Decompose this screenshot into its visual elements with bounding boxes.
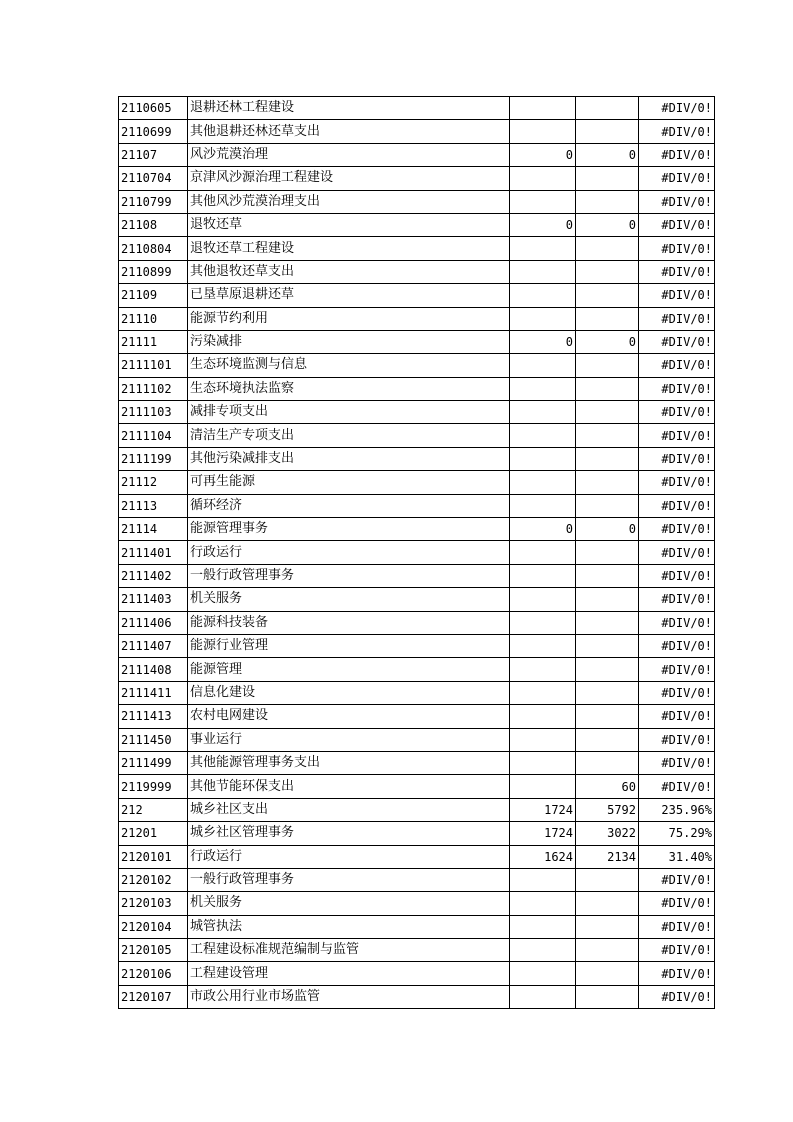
table-row (119, 845, 715, 868)
subject-name-cell: 退耕还林工程建设 (188, 97, 510, 120)
subject-code-cell: 2111104 (119, 424, 188, 447)
ratio-cell: #DIV/0! (639, 915, 715, 938)
subject-name-cell: 市政公用行业市场监管 (188, 985, 510, 1008)
ratio-cell: #DIV/0! (639, 167, 715, 190)
ratio-cell: #DIV/0! (639, 728, 715, 751)
subject-code-cell: 2111406 (119, 611, 188, 634)
subject-name-cell: 工程建设管理 (188, 962, 510, 985)
budget-value-cell (510, 354, 576, 377)
subject-name-cell: 行政运行 (188, 541, 510, 564)
table-row (119, 167, 715, 190)
subject-name-cell: 一般行政管理事务 (188, 868, 510, 891)
table-row (119, 284, 715, 307)
actual-value-cell (576, 658, 639, 681)
subject-code-cell: 2110804 (119, 237, 188, 260)
subject-code-cell: 21110 (119, 307, 188, 330)
table-row (119, 868, 715, 891)
subject-name-cell: 退牧还草工程建设 (188, 237, 510, 260)
subject-name-cell: 可再生能源 (188, 471, 510, 494)
subject-code-cell: 2111413 (119, 705, 188, 728)
actual-value-cell: 0 (576, 143, 639, 166)
budget-table (118, 96, 715, 1009)
ratio-cell: #DIV/0! (639, 939, 715, 962)
subject-code-cell: 2111499 (119, 751, 188, 774)
actual-value-cell (576, 354, 639, 377)
ratio-cell: 235.96% (639, 798, 715, 821)
budget-value-cell: 1724 (510, 822, 576, 845)
subject-code-cell: 2120104 (119, 915, 188, 938)
ratio-cell: #DIV/0! (639, 237, 715, 260)
ratio-cell: #DIV/0! (639, 564, 715, 587)
actual-value-cell: 5792 (576, 798, 639, 821)
actual-value-cell (576, 494, 639, 517)
subject-name-cell: 生态环境执法监察 (188, 377, 510, 400)
budget-value-cell (510, 939, 576, 962)
subject-name-cell: 城管执法 (188, 915, 510, 938)
subject-name-cell: 其他退牧还草支出 (188, 260, 510, 283)
subject-name-cell: 机关服务 (188, 892, 510, 915)
subject-code-cell: 2111450 (119, 728, 188, 751)
budget-value-cell (510, 611, 576, 634)
table-row (119, 588, 715, 611)
actual-value-cell: 0 (576, 330, 639, 353)
subject-code-cell: 21201 (119, 822, 188, 845)
subject-name-cell: 京津风沙源治理工程建设 (188, 167, 510, 190)
ratio-cell: #DIV/0! (639, 658, 715, 681)
subject-name-cell: 能源科技装备 (188, 611, 510, 634)
table-row (119, 798, 715, 821)
budget-value-cell: 0 (510, 213, 576, 236)
subject-code-cell: 21111 (119, 330, 188, 353)
table-row (119, 97, 715, 120)
ratio-cell: #DIV/0! (639, 471, 715, 494)
actual-value-cell (576, 401, 639, 424)
table-row (119, 213, 715, 236)
subject-code-cell: 2120106 (119, 962, 188, 985)
subject-code-cell: 2120105 (119, 939, 188, 962)
subject-code-cell: 21112 (119, 471, 188, 494)
table-row (119, 541, 715, 564)
table-row (119, 822, 715, 845)
ratio-cell: 31.40% (639, 845, 715, 868)
budget-value-cell (510, 751, 576, 774)
budget-value-cell (510, 120, 576, 143)
subject-name-cell: 其他风沙荒漠治理支出 (188, 190, 510, 213)
actual-value-cell (576, 564, 639, 587)
ratio-cell: #DIV/0! (639, 424, 715, 447)
subject-name-cell: 风沙荒漠治理 (188, 143, 510, 166)
budget-value-cell (510, 237, 576, 260)
subject-name-cell: 其他能源管理事务支出 (188, 751, 510, 774)
subject-code-cell: 2111411 (119, 681, 188, 704)
actual-value-cell (576, 190, 639, 213)
subject-name-cell: 其他节能环保支出 (188, 775, 510, 798)
ratio-cell: #DIV/0! (639, 892, 715, 915)
subject-code-cell: 21113 (119, 494, 188, 517)
budget-value-cell (510, 775, 576, 798)
table-row (119, 447, 715, 470)
actual-value-cell (576, 167, 639, 190)
actual-value-cell (576, 939, 639, 962)
table-row (119, 939, 715, 962)
budget-value-cell: 1624 (510, 845, 576, 868)
actual-value-cell (576, 284, 639, 307)
subject-name-cell: 生态环境监测与信息 (188, 354, 510, 377)
budget-value-cell (510, 658, 576, 681)
budget-value-cell (510, 728, 576, 751)
actual-value-cell: 0 (576, 518, 639, 541)
ratio-cell: #DIV/0! (639, 330, 715, 353)
table-row (119, 471, 715, 494)
subject-name-cell: 一般行政管理事务 (188, 564, 510, 587)
subject-name-cell: 污染减排 (188, 330, 510, 353)
subject-name-cell: 事业运行 (188, 728, 510, 751)
subject-code-cell: 2110704 (119, 167, 188, 190)
actual-value-cell (576, 307, 639, 330)
table-row (119, 985, 715, 1008)
budget-value-cell (510, 588, 576, 611)
ratio-cell: #DIV/0! (639, 705, 715, 728)
table-row (119, 658, 715, 681)
ratio-cell: #DIV/0! (639, 751, 715, 774)
actual-value-cell (576, 705, 639, 728)
budget-value-cell (510, 401, 576, 424)
budget-value-cell (510, 681, 576, 704)
actual-value-cell (576, 868, 639, 891)
budget-value-cell (510, 260, 576, 283)
budget-value-cell (510, 634, 576, 657)
table-row (119, 190, 715, 213)
table-row (119, 775, 715, 798)
ratio-cell: #DIV/0! (639, 588, 715, 611)
budget-value-cell: 1724 (510, 798, 576, 821)
table-row (119, 330, 715, 353)
budget-value-cell: 0 (510, 330, 576, 353)
subject-code-cell: 2111402 (119, 564, 188, 587)
ratio-cell: #DIV/0! (639, 213, 715, 236)
subject-name-cell: 城乡社区支出 (188, 798, 510, 821)
subject-name-cell: 城乡社区管理事务 (188, 822, 510, 845)
table-row (119, 143, 715, 166)
budget-value-cell (510, 97, 576, 120)
table-row (119, 120, 715, 143)
subject-code-cell: 2119999 (119, 775, 188, 798)
table-row (119, 424, 715, 447)
table-row (119, 494, 715, 517)
table-row (119, 751, 715, 774)
subject-code-cell: 2120103 (119, 892, 188, 915)
actual-value-cell (576, 120, 639, 143)
table-row (119, 307, 715, 330)
subject-code-cell: 2120102 (119, 868, 188, 891)
actual-value-cell: 60 (576, 775, 639, 798)
budget-value-cell (510, 892, 576, 915)
ratio-cell: #DIV/0! (639, 611, 715, 634)
table-row (119, 401, 715, 424)
table-row (119, 634, 715, 657)
subject-code-cell: 2111102 (119, 377, 188, 400)
actual-value-cell (576, 97, 639, 120)
actual-value-cell (576, 541, 639, 564)
budget-value-cell (510, 471, 576, 494)
table-row (119, 260, 715, 283)
ratio-cell: #DIV/0! (639, 775, 715, 798)
actual-value-cell (576, 447, 639, 470)
subject-code-cell: 2120101 (119, 845, 188, 868)
subject-name-cell: 退牧还草 (188, 213, 510, 236)
ratio-cell: #DIV/0! (639, 541, 715, 564)
ratio-cell: #DIV/0! (639, 494, 715, 517)
budget-value-cell (510, 985, 576, 1008)
budget-value-cell (510, 705, 576, 728)
budget-value-cell: 0 (510, 143, 576, 166)
actual-value-cell: 3022 (576, 822, 639, 845)
budget-value-cell (510, 494, 576, 517)
ratio-cell: #DIV/0! (639, 868, 715, 891)
actual-value-cell: 0 (576, 213, 639, 236)
ratio-cell: #DIV/0! (639, 681, 715, 704)
subject-name-cell: 循环经济 (188, 494, 510, 517)
table-row (119, 377, 715, 400)
table-row (119, 681, 715, 704)
budget-value-cell (510, 962, 576, 985)
actual-value-cell (576, 892, 639, 915)
subject-code-cell: 2110699 (119, 120, 188, 143)
actual-value-cell (576, 915, 639, 938)
actual-value-cell (576, 728, 639, 751)
subject-name-cell: 其他污染减排支出 (188, 447, 510, 470)
subject-code-cell: 2110799 (119, 190, 188, 213)
table-row (119, 564, 715, 587)
subject-code-cell: 2111101 (119, 354, 188, 377)
ratio-cell: #DIV/0! (639, 447, 715, 470)
ratio-cell: #DIV/0! (639, 401, 715, 424)
table-row (119, 962, 715, 985)
subject-name-cell: 农村电网建设 (188, 705, 510, 728)
actual-value-cell (576, 681, 639, 704)
subject-name-cell: 工程建设标准规范编制与监管 (188, 939, 510, 962)
subject-name-cell: 能源管理事务 (188, 518, 510, 541)
actual-value-cell (576, 377, 639, 400)
subject-code-cell: 21114 (119, 518, 188, 541)
ratio-cell: #DIV/0! (639, 518, 715, 541)
actual-value-cell (576, 424, 639, 447)
actual-value-cell: 2134 (576, 845, 639, 868)
budget-value-cell (510, 307, 576, 330)
actual-value-cell (576, 751, 639, 774)
subject-name-cell: 其他退耕还林还草支出 (188, 120, 510, 143)
ratio-cell: #DIV/0! (639, 307, 715, 330)
subject-code-cell: 21108 (119, 213, 188, 236)
subject-code-cell: 2111199 (119, 447, 188, 470)
subject-name-cell: 信息化建设 (188, 681, 510, 704)
budget-value-cell (510, 447, 576, 470)
subject-name-cell: 行政运行 (188, 845, 510, 868)
subject-name-cell: 已垦草原退耕还草 (188, 284, 510, 307)
table-row (119, 237, 715, 260)
budget-value-cell (510, 190, 576, 213)
budget-value-cell (510, 564, 576, 587)
ratio-cell: #DIV/0! (639, 97, 715, 120)
table-row (119, 728, 715, 751)
table-row (119, 354, 715, 377)
actual-value-cell (576, 260, 639, 283)
subject-name-cell: 减排专项支出 (188, 401, 510, 424)
actual-value-cell (576, 471, 639, 494)
table-body (119, 97, 715, 1009)
subject-name-cell: 能源管理 (188, 658, 510, 681)
budget-value-cell (510, 541, 576, 564)
ratio-cell: #DIV/0! (639, 143, 715, 166)
ratio-cell: #DIV/0! (639, 190, 715, 213)
ratio-cell: #DIV/0! (639, 354, 715, 377)
budget-value-cell (510, 284, 576, 307)
subject-code-cell: 21107 (119, 143, 188, 166)
subject-code-cell: 2111103 (119, 401, 188, 424)
ratio-cell: #DIV/0! (639, 120, 715, 143)
subject-code-cell: 2111408 (119, 658, 188, 681)
ratio-cell: #DIV/0! (639, 962, 715, 985)
subject-code-cell: 21109 (119, 284, 188, 307)
subject-name-cell: 机关服务 (188, 588, 510, 611)
ratio-cell: #DIV/0! (639, 284, 715, 307)
subject-code-cell: 2120107 (119, 985, 188, 1008)
actual-value-cell (576, 611, 639, 634)
actual-value-cell (576, 634, 639, 657)
budget-value-cell (510, 377, 576, 400)
subject-code-cell: 2110605 (119, 97, 188, 120)
ratio-cell: #DIV/0! (639, 634, 715, 657)
ratio-cell: 75.29% (639, 822, 715, 845)
actual-value-cell (576, 588, 639, 611)
budget-value-cell (510, 424, 576, 447)
subject-name-cell: 能源行业管理 (188, 634, 510, 657)
ratio-cell: #DIV/0! (639, 260, 715, 283)
subject-code-cell: 2111403 (119, 588, 188, 611)
subject-code-cell: 212 (119, 798, 188, 821)
subject-code-cell: 2111407 (119, 634, 188, 657)
subject-name-cell: 清洁生产专项支出 (188, 424, 510, 447)
subject-code-cell: 2111401 (119, 541, 188, 564)
budget-value-cell (510, 167, 576, 190)
budget-value-cell (510, 915, 576, 938)
table-row (119, 892, 715, 915)
actual-value-cell (576, 237, 639, 260)
budget-value-cell: 0 (510, 518, 576, 541)
table-row (119, 611, 715, 634)
subject-name-cell: 能源节约利用 (188, 307, 510, 330)
table-row (119, 915, 715, 938)
actual-value-cell (576, 985, 639, 1008)
budget-value-cell (510, 868, 576, 891)
subject-code-cell: 2110899 (119, 260, 188, 283)
ratio-cell: #DIV/0! (639, 985, 715, 1008)
table-row (119, 518, 715, 541)
table-row (119, 705, 715, 728)
ratio-cell: #DIV/0! (639, 377, 715, 400)
actual-value-cell (576, 962, 639, 985)
